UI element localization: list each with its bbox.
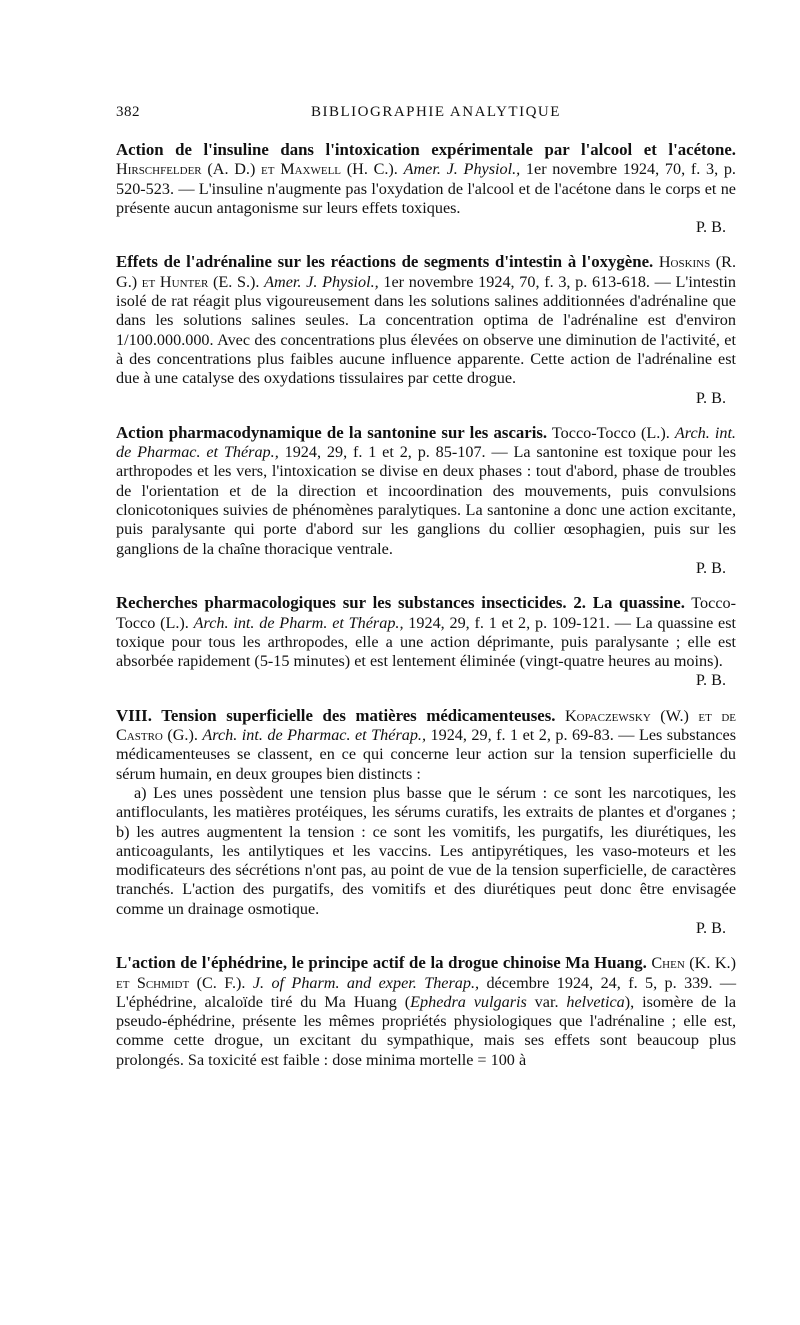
entry-adrenaline	[116, 252, 736, 407]
entry-reference: 1924, 29, f. 1 et 2, p. 85-107.	[284, 443, 486, 462]
entry-authors: Hoskins (R. G.) et Hunter (E. S.).	[116, 253, 737, 291]
entry-journal: J. of Pharm. and exper. Therap.,	[252, 973, 480, 992]
entry-quassine	[116, 593, 736, 690]
entry-journal: Amer. J. Physiol.,	[264, 272, 379, 291]
entry-title: L'action de l'éphédrine, le principe actif de la drogue chinoise Ma Huang.	[116, 953, 647, 973]
entry-authors: Hirschfelder (A. D.) et Maxwell (H. C.).	[116, 160, 398, 179]
entry-text: — L'éphédrine, alcaloïde tiré du Ma Huang (	[116, 973, 736, 1011]
entry-text: var.	[526, 992, 567, 1011]
entry-title: Action pharmacodynamique de la santonine sur les ascaris.	[116, 422, 548, 442]
entry-title: Action de l'insuline dans l'intoxication expérimentale par l'alcool et l'acétone.	[116, 140, 736, 159]
latin-variety: helvetica	[566, 992, 625, 1011]
entry-signature: P. B.	[695, 918, 726, 937]
entry-text: — La santonine est toxique pour les arthropodes et les vers, l'intoxication se divise en deux phases : tout d'abord, phase de troubles de l'orientation et de la direction et incoordination des mouvements, puis convulsions clonicotoniques suivies de phénomènes paralytiques. La santonine a donc une action excitante, puis paralysante qui porte d'abord sur les ganglions du collier œsophagien, puis sur les ganglions de la chaîne thoracique ventrale.	[116, 443, 737, 558]
entry-journal: Arch. int. de Pharmac. et Thérap.,	[202, 726, 427, 745]
entry-text: — L'insuline n'augmente pas l'oxydation de l'alcool et de l'acétone dans le corps et ne présente aucun antagonisme sur leurs effets toxiques.	[116, 179, 736, 217]
entry-text: — L'intestin isolé de rat réagit plus vigoureusement dans les solutions salines additionnées d'adrénaline que dans les solutions salines seules. La concentration optima de l'adrénaline est d'environ 1/100.000.000. Avec des concentrations plus élevées on observe une diminution de l'activité, et à des concentrations plus faibles aucune influence apparente. Cette action de l'adrénaline est due à une catalyse des oxydations tissulaires par cette drogue.	[116, 272, 736, 388]
entry-reference: 1er novembre 1924, 70, f. 3, p. 613-618.	[383, 272, 650, 291]
entry-title: Effets de l'adrénaline sur les réactions de segments d'intestin à l'oxygène.	[116, 252, 654, 272]
entry-ephedrine	[116, 953, 736, 1070]
entry-text: — Les substances médicamenteuses se classent, en ce qui concerne leur action sur la tension superficielle du sérum humain, en deux groupes bien distincts :	[116, 726, 737, 783]
entry-santonine	[116, 423, 736, 578]
entry-journal: Arch. int. de Pharmac. et Thérap.,	[116, 423, 736, 462]
entry-reference: 1924, 29, f. 1 et 2, p. 69-83.	[430, 726, 614, 745]
entry-title: Recherches pharmacologiques sur les substances insecticides. 2. La quassine.	[116, 593, 685, 613]
entry-journal: Arch. int. de Pharm. et Thérap.,	[193, 613, 404, 632]
page-body	[116, 140, 736, 1085]
entry-signature: P. B.	[695, 558, 726, 577]
entry-authors: Kopaczewsky (W.) et de Castro (G.).	[116, 706, 736, 745]
entry-text: — La quassine est toxique pour tous les arthropodes, elle a une action déprimante, puis paralysante ; elle est absorbée rapidement (5-15 minutes) et est lentement éliminée (vingt-quatre heures au moins).	[116, 613, 737, 671]
entry-text-b: b) les autres augmentent la tension : ce sont les vomitifs, les purgatifs, les diurétiques, les anticoagulants, les antilytiques et les vaccins. Les antipyrétiques, les vaso-moteurs et les modificateurs des sécrétions n'ont pas, au point de vue de la tension superficielle, de caractères tranchés. L'action des purgatifs, des vomitifs et des diurétiques peut donc être envisagée comme un drainage osmotique.	[116, 822, 736, 918]
entry-reference: décembre 1924, 24, f. 5, p. 339.	[486, 973, 713, 992]
entry-text: ), isomère de la pseudo-éphédrine, présente les mêmes propriétés physiologiques que l'adrénaline ; elle est, comme cette drogue, un excitant du sympathique, mais ses effets sont beaucoup plus prolongés. Sa toxicité est faible : dose minima mortelle = 100 à	[116, 992, 736, 1069]
page-number: 382	[116, 104, 140, 120]
running-head	[116, 104, 736, 126]
entry-insuline	[116, 140, 736, 237]
entry-signature: P. B.	[695, 388, 726, 407]
latin-name: Ephedra vulgaris	[410, 992, 527, 1011]
entry-text-a: a) Les unes possèdent une tension plus basse que le sérum : ce sont les narcotiques, les antifloculants, les matières protéiques, les sérums curatifs, les extraits de plantes et d'organes ;	[116, 783, 736, 822]
entry-authors: Chen (K. K.) et Schmidt (C. F.).	[116, 954, 736, 992]
entry-reference: 1924, 29, f. 1 et 2, p. 109-121.	[408, 613, 610, 632]
entry-authors: Tocco-Tocco (L.).	[116, 594, 737, 632]
entry-tension-superficielle	[116, 706, 736, 939]
entry-journal: Amer. J. Physiol.,	[403, 160, 521, 179]
running-title: BIBLIOGRAPHIE ANALYTIQUE	[311, 104, 561, 120]
entry-signature: P. B.	[695, 218, 726, 237]
entry-title: VIII. Tension superficielle des matières médicamenteuses.	[116, 705, 556, 725]
entry-reference: 1er novembre 1924, 70, f. 3, p. 520-523.	[116, 160, 736, 198]
entry-authors: Tocco-Tocco (L.).	[551, 423, 670, 442]
entry-signature: P. B.	[695, 671, 726, 690]
